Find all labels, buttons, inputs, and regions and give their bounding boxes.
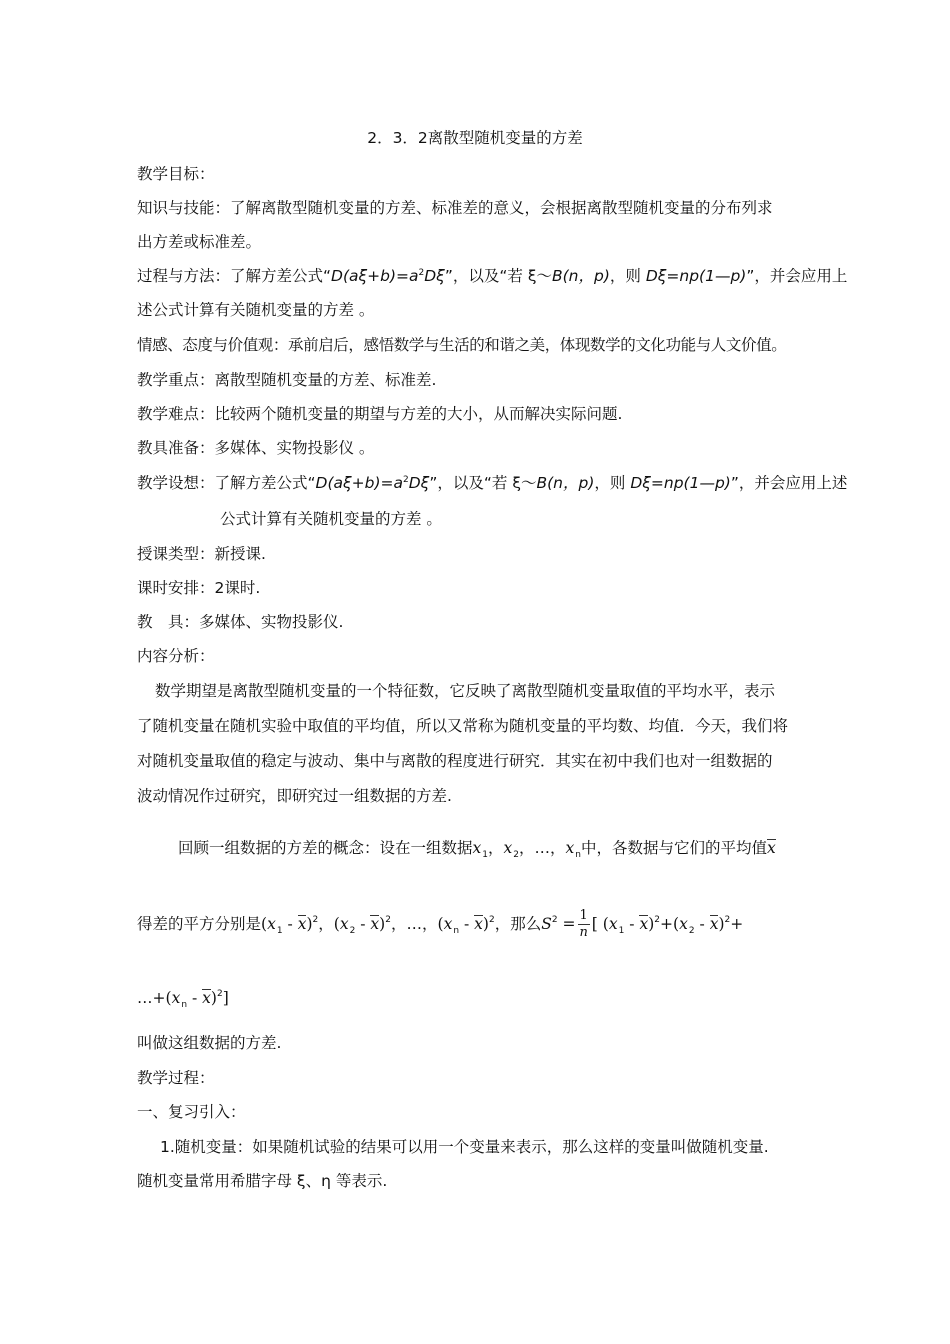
superscript: 2 (418, 267, 425, 278)
minus: - (629, 915, 635, 933)
diff-squares-continuation (137, 986, 827, 1013)
formula-binomial: B(n，p) (551, 267, 610, 285)
lparen: ( (165, 989, 172, 1007)
rparen: ) (306, 915, 313, 933)
superscript: 2 (403, 474, 409, 485)
variance-definition: 叫做这组数据的方差. (137, 1034, 282, 1052)
x2: x (339, 915, 349, 933)
text: ”，以及“若 ξ～ (444, 267, 552, 285)
formula-binomial: B(n，p) (536, 474, 595, 492)
x2: x (503, 839, 513, 857)
subscript-1: 1 (618, 926, 625, 936)
formula-variance-linear: D(aξ+b)=a (315, 474, 404, 492)
x-bar: x (474, 915, 483, 933)
text: ”，以及“若 ξ～ (429, 474, 537, 492)
x-bar: x (370, 915, 380, 933)
comma: ， (318, 915, 334, 933)
numerator: 1 (579, 908, 588, 923)
review-intro: 一、复习引入： (137, 1103, 246, 1121)
text: ”，并会应用上述 (730, 474, 848, 492)
ellipsis: … (534, 839, 551, 857)
rparen: ) (379, 915, 386, 933)
analysis-line-1: 数学期望是离散型随机变量的一个特征数，它反映了离散型随机变量取值的平均水平，表示 (155, 682, 776, 700)
ellipsis: … (406, 915, 422, 933)
minus: - (191, 989, 198, 1007)
x-bar: x (709, 915, 719, 933)
plus: + (152, 989, 166, 1007)
x1: x (267, 915, 276, 933)
random-variable-line-1: 1.随机变量：如果随机试验的结果可以用一个变量来表示，那么这样的变量叫做随机变量. (160, 1138, 769, 1156)
text: 回顾一组数据的方差的概念：设在一组数据 (178, 839, 473, 857)
xn: x (565, 839, 575, 857)
denominator: n (579, 925, 588, 940)
rparen: ) (718, 915, 725, 933)
square: 2 (724, 915, 731, 925)
square: 2 (654, 915, 661, 925)
plus: + (660, 915, 674, 933)
review-concept-line (178, 838, 868, 861)
text: ，则 (609, 267, 646, 285)
teaching-tools: 教 具：多媒体、实物投影仪. (137, 613, 344, 631)
content-analysis-heading: 内容分析： (137, 647, 215, 665)
x-bar: x (297, 915, 307, 933)
minus: - (287, 915, 293, 933)
text: ”，并会应用上 (746, 267, 848, 285)
formula-variance-linear-end: Dξ (424, 267, 445, 285)
subscript-n: n (453, 926, 460, 936)
subscript-1: 1 (276, 926, 283, 936)
subscript-n: n (575, 850, 581, 860)
subscript-1: 1 (482, 850, 488, 860)
subscript-2: 2 (688, 926, 695, 936)
subscript-2: 2 (349, 926, 356, 936)
text: ，则 (594, 474, 631, 492)
lparen: ( (673, 915, 680, 933)
x1: x (472, 839, 482, 857)
process-method-line-2: 述公式计算有关随机变量的方差 。 (137, 301, 375, 319)
variance-symbol: S (541, 915, 552, 933)
tools-prep: 教具准备：多媒体、实物投影仪 。 (137, 439, 375, 457)
rbracket: ] (222, 989, 229, 1007)
key-point: 教学重点：离散型随机变量的方差、标准差. (137, 371, 437, 389)
teaching-goal-heading: 教学目标： (137, 165, 215, 183)
square: 2 (216, 989, 223, 999)
comma: ， (488, 839, 504, 857)
square: 2 (551, 915, 558, 925)
text: ，那么 (494, 915, 542, 933)
lparen: ( (437, 915, 444, 933)
text: 中，各数据与它们的平均值 (581, 839, 768, 857)
comma: ， (519, 839, 535, 857)
fraction-one-over-n (578, 908, 590, 941)
square: 2 (488, 915, 495, 925)
formula-binomial-variance: Dξ=np(1—p) (645, 267, 747, 285)
design-line-1 (137, 473, 848, 493)
minus: - (463, 915, 470, 933)
xn: x (443, 915, 453, 933)
random-variable-line-2: 随机变量常用希腊字母 ξ、η 等表示. (137, 1172, 388, 1190)
subscript-2: 2 (513, 850, 519, 860)
rparen: ) (482, 915, 489, 933)
lparen: ( (261, 915, 268, 933)
x-bar: x (767, 839, 776, 857)
x-bar: x (639, 915, 649, 933)
analysis-line-2: 了随机变量在随机实验中取值的平均值，所以又常称为随机变量的平均数、均值．今天，我们将 (137, 717, 789, 735)
x2: x (679, 915, 688, 933)
formula-variance-linear: D(aξ+b)=a (331, 267, 419, 285)
comma: ， (390, 915, 407, 933)
text: 教学设想：了解方差公式“ (137, 474, 316, 492)
emotion-values: 情感、态度与价值观：承前启后，感悟数学与生活的和谐之美，体现数学的文化功能与人文价值。 (137, 336, 787, 354)
process-method-line-1 (137, 266, 848, 286)
page-title: 2．3．2离散型随机变量的方差 (367, 129, 583, 147)
ellipsis: … (137, 989, 153, 1007)
text: 得差的平方分别是 (137, 915, 262, 933)
formula-variance-linear-end: Dξ (408, 474, 430, 492)
comma: ， (421, 915, 438, 933)
class-hours: 课时安排：2课时. (137, 579, 261, 597)
design-line-2: 公式计算有关随机变量的方差 。 (220, 510, 442, 528)
difficulty: 教学难点：比较两个随机变量的期望与方差的大小，从而解决实际问题. (137, 405, 623, 423)
analysis-line-3: 对随机变量取值的稳定与波动、集中与离散的程度进行研究．其实在初中我们也对一组数据的 (137, 752, 773, 770)
square: 2 (385, 915, 391, 925)
formula-binomial-variance: Dξ=np(1—p) (630, 474, 731, 492)
plus: + (730, 915, 744, 933)
lparen: ( (602, 915, 609, 933)
rparen: ) (648, 915, 655, 933)
lparen: ( (333, 915, 340, 933)
square: 2 (312, 915, 319, 925)
knowledge-skill-line-1: 知识与技能：了解离散型随机变量的方差、标准差的意义，会根据离散型随机变量的分布列求 (137, 199, 773, 217)
minus: - (360, 915, 366, 933)
lesson-type: 授课类型：新授课. (137, 545, 266, 563)
rparen: ) (210, 989, 217, 1007)
minus: - (699, 915, 705, 933)
analysis-line-4: 波动情况作过研究，即研究过一组数据的方差. (137, 787, 452, 805)
lbracket: [ (591, 915, 598, 933)
comma: ， (550, 839, 566, 857)
x-bar: x (202, 989, 211, 1007)
subscript-n: n (181, 1000, 188, 1010)
diff-squares-line (137, 908, 827, 941)
xn: x (171, 989, 181, 1007)
equals: = (562, 915, 576, 933)
text: 过程与方法：了解方差公式“ (137, 267, 332, 285)
x1: x (608, 915, 618, 933)
knowledge-skill-line-2: 出方差或标准差。 (137, 233, 262, 251)
process-heading: 教学过程： (137, 1069, 215, 1087)
